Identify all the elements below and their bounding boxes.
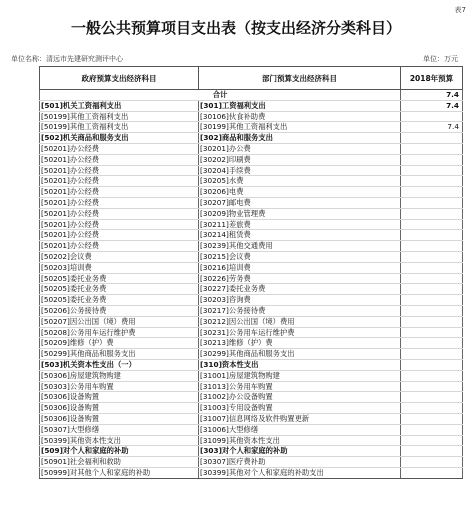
table-row [40,197,463,208]
gov-subject-cell: [50199]其他工资福利支出 [40,111,199,122]
gov-subject-cell: [50306]设备购置 [40,403,199,414]
header-dept-subject: 部门预算支出经济科目 [199,67,401,90]
amount-cell [401,457,463,468]
dept-subject-cell: [31003]专用设备购置 [199,403,401,414]
dept-subject-cell: [30209]物业管理费 [199,208,401,219]
gov-subject-cell: [50207]因公出国（境）费用 [40,316,199,327]
gov-subject-cell: [50202]会议费 [40,251,199,262]
amount-cell [401,316,463,327]
amount-cell [401,133,463,144]
budget-table [39,66,463,479]
gov-subject-cell: [50306]设备购置 [40,392,199,403]
table-row [40,467,463,478]
gov-subject-cell: [50307]大型修缮 [40,424,199,435]
dept-subject-cell: [30399]其他对个人和家庭的补助支出 [199,467,401,478]
gov-subject-cell: [50901]社会福利和救助 [40,457,199,468]
table-header-row [40,67,463,90]
table-row [40,349,463,360]
amount-cell [401,435,463,446]
table-row [40,187,463,198]
table-row [40,403,463,414]
unit-measure-label: 单位：万元 [423,55,458,63]
dept-subject-cell: [30213]维修（护）费 [199,338,401,349]
amount-cell [401,392,463,403]
gov-subject-cell: [50201]办公经费 [40,176,199,187]
gov-subject-cell: [50306]设备购置 [40,413,199,424]
table-row [40,241,463,252]
amount-cell [401,262,463,273]
amount-cell [401,176,463,187]
dept-subject-cell: [30226]劳务费 [199,273,401,284]
table-row [40,413,463,424]
dept-subject-cell: [310]资本性支出 [199,359,401,370]
header-budget-2018: 2018年预算 [401,67,463,90]
amount-cell [401,370,463,381]
gov-subject-cell: [50205]委托业务费 [40,295,199,306]
table-row [40,305,463,316]
table-row [40,262,463,273]
gov-subject-cell: [50205]委托业务费 [40,273,199,284]
gov-subject-cell: [50306]房屋建筑物购建 [40,370,199,381]
gov-subject-cell: [50303]公务用车购置 [40,381,199,392]
table-row [40,381,463,392]
amount-cell [401,230,463,241]
gov-subject-cell: [50201]办公经费 [40,165,199,176]
gov-subject-cell: [50208]公务用车运行维护费 [40,327,199,338]
amount-cell [401,349,463,360]
gov-subject-cell: [50203]培训费 [40,262,199,273]
amount-cell [401,381,463,392]
amount-cell [401,338,463,349]
dept-subject-cell: [30215]会议费 [199,251,401,262]
amount-cell: 7.4 [401,100,463,111]
dept-subject-cell: [30207]邮电费 [199,197,401,208]
dept-subject-cell: [30203]咨询费 [199,295,401,306]
amount-cell [401,327,463,338]
amount-cell: 7.4 [401,122,463,133]
amount-cell [401,143,463,154]
table-body [40,90,463,479]
gov-subject-cell: [50999]对其他个人和家庭的补助 [40,467,199,478]
table-row [40,143,463,154]
table-row [40,273,463,284]
dept-subject-cell: [30307]医疗费补助 [199,457,401,468]
table-row [40,327,463,338]
amount-cell [401,165,463,176]
dept-subject-cell: [30217]公务接待费 [199,305,401,316]
total-row [40,90,463,101]
dept-subject-cell: [30214]租赁费 [199,230,401,241]
table-row [40,457,463,468]
gov-subject-cell: [509]对个人和家庭的补助 [40,446,199,457]
amount-cell [401,424,463,435]
header-gov-subject: 政府预算支出经济科目 [40,67,199,90]
dept-subject-cell: [30201]办公费 [199,143,401,154]
amount-cell [401,284,463,295]
table-row [40,230,463,241]
dept-subject-cell: [301]工资福利支出 [199,100,401,111]
amount-cell [401,273,463,284]
table-row [40,316,463,327]
category-row [40,133,463,144]
gov-subject-cell: [50201]办公经费 [40,143,199,154]
dept-subject-cell: [31013]公务用车购置 [199,381,401,392]
amount-cell [401,111,463,122]
amount-cell [401,467,463,478]
table-row [40,122,463,133]
dept-subject-cell: [30199]其他工资福利支出 [199,122,401,133]
table-row [40,219,463,230]
table-row [40,284,463,295]
dept-subject-cell: [30206]电费 [199,187,401,198]
dept-subject-cell: [31002]办公设备购置 [199,392,401,403]
gov-subject-cell: [50201]办公经费 [40,197,199,208]
amount-cell [401,295,463,306]
gov-subject-cell: [50199]其他工资福利支出 [40,122,199,133]
unit-name-label: 单位名称：清远市先建研究测评中心 [11,55,123,63]
amount-cell [401,446,463,457]
table-row [40,165,463,176]
dept-subject-cell: [31001]房屋建筑物购建 [199,370,401,381]
amount-cell [401,154,463,165]
table-row [40,392,463,403]
amount-cell [401,413,463,424]
gov-subject-cell: [50201]办公经费 [40,208,199,219]
dept-subject-cell: [31007]信息网络及软件购置更新 [199,413,401,424]
table-row [40,208,463,219]
table-row [40,154,463,165]
gov-subject-cell: [50399]其他资本性支出 [40,435,199,446]
gov-subject-cell: [50201]办公经费 [40,241,199,252]
dept-subject-cell: [30227]委托业务费 [199,284,401,295]
table-row [40,370,463,381]
gov-subject-cell: [50201]办公经费 [40,187,199,198]
amount-cell [401,305,463,316]
dept-subject-cell: [31099]其他资本性支出 [199,435,401,446]
category-row [40,446,463,457]
gov-subject-cell: [502]机关商品和服务支出 [40,133,199,144]
gov-subject-cell: [501]机关工资福利支出 [40,100,199,111]
table-row [40,338,463,349]
dept-subject-cell: [30204]手续费 [199,165,401,176]
gov-subject-cell: [50201]办公经费 [40,154,199,165]
amount-cell [401,197,463,208]
total-label: 合计 [40,90,401,101]
dept-subject-cell: [30202]印刷费 [199,154,401,165]
table-row [40,435,463,446]
amount-cell [401,187,463,198]
amount-cell [401,251,463,262]
dept-subject-cell: [30212]因公出国（境）费用 [199,316,401,327]
amount-cell [401,219,463,230]
gov-subject-cell: [50205]委托业务费 [40,284,199,295]
gov-subject-cell: [50209]维修（护）费 [40,338,199,349]
amount-cell [401,403,463,414]
table-row [40,111,463,122]
dept-subject-cell: [30205]水费 [199,176,401,187]
gov-subject-cell: [50206]公务接待费 [40,305,199,316]
dept-subject-cell: [30211]差旅费 [199,219,401,230]
dept-subject-cell: [303]对个人和家庭的补助 [199,446,401,457]
table-row [40,295,463,306]
dept-subject-cell: [30106]伙食补助费 [199,111,401,122]
table-row [40,176,463,187]
gov-subject-cell: [50201]办公经费 [40,219,199,230]
category-row [40,359,463,370]
dept-subject-cell: [30239]其他交通费用 [199,241,401,252]
table-row [40,251,463,262]
amount-cell [401,241,463,252]
table-row [40,424,463,435]
dept-subject-cell: [30299]其他商品和服务支出 [199,349,401,360]
category-row [40,100,463,111]
dept-subject-cell: [302]商品和服务支出 [199,133,401,144]
amount-cell [401,208,463,219]
gov-subject-cell: [503]机关资本性支出（一） [40,359,199,370]
total-amount: 7.4 [401,90,463,101]
page-title: 一般公共预算项目支出表（按支出经济分类科目） [70,19,401,37]
gov-subject-cell: [50299]其他商品和服务支出 [40,349,199,360]
dept-subject-cell: [30216]培训费 [199,262,401,273]
dept-subject-cell: [30231]公务用车运行维护费 [199,327,401,338]
dept-subject-cell: [31006]大型修缮 [199,424,401,435]
gov-subject-cell: [50201]办公经费 [40,230,199,241]
amount-cell [401,359,463,370]
page-tag: 表7 [454,6,466,14]
